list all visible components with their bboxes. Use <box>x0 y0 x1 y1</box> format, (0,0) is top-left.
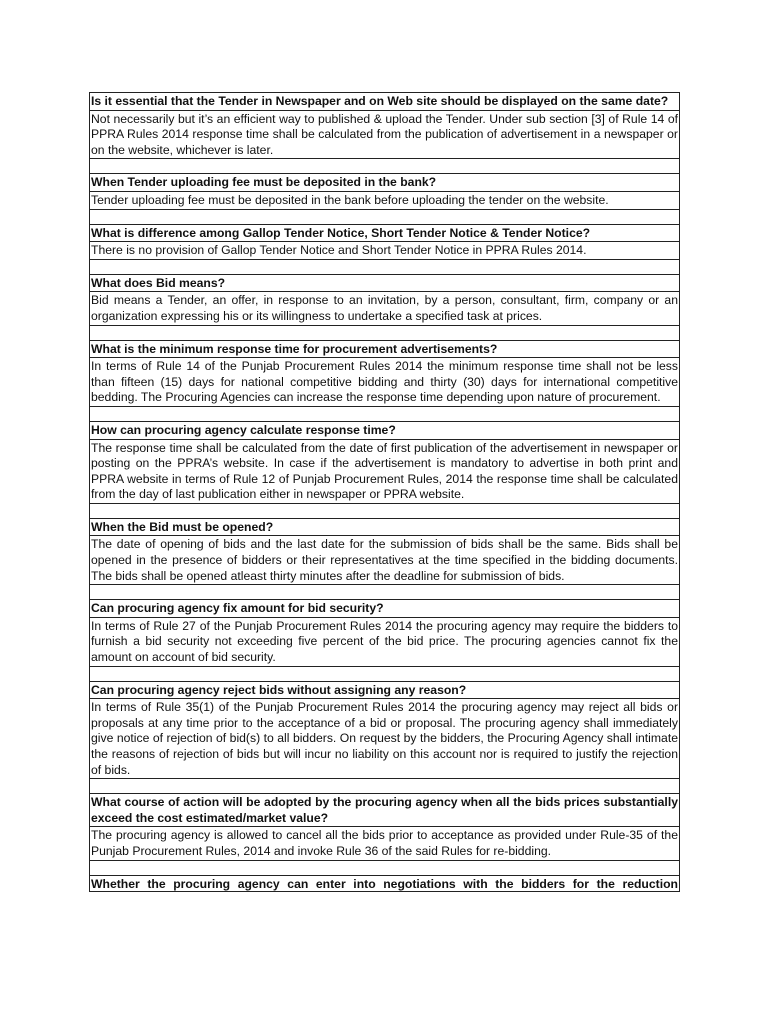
faq-question: What does Bid means? <box>90 275 679 293</box>
faq-table <box>89 92 680 892</box>
faq-answer: Tender uploading fee must be deposited in the bank before uploading the tender on the website. <box>90 192 679 210</box>
faq-answer: Bid means a Tender, an offer, in response to an invitation, by a person, consultant, firm, company or an organization expressing his or its willingness to undertake a specified task at prices. <box>90 292 679 325</box>
faq-question: What is the minimum response time for procurement advertisements? <box>90 341 679 359</box>
faq-spacer <box>90 667 679 682</box>
faq-spacer <box>90 407 679 422</box>
faq-question: What is difference among Gallop Tender Notice, Short Tender Notice & Tender Notice? <box>90 225 679 243</box>
faq-answer: The response time shall be calculated from the date of first publication of the advertisement in newspaper or posting on the PPRA’s website. In case if the advertisement is mandatory to advertise in both print and PPRA website in terms of Rule 12 of Punjab Procurement Rules, 2014 the response time shall be calculated from the day of last publication either in newspaper or PPRA website. <box>90 440 679 504</box>
faq-answer: In terms of Rule 35(1) of the Punjab Procurement Rules 2014 the procuring agency may reject all bids or proposals at any time prior to the acceptance of a bid or proposal. The procuring agency shall immediately give notice of rejection of bid(s) to all bidders. On request by the bidders, the Procuring Agency shall intimate the reasons of rejection of bids but will incur no liability on this account nor is required to justify the rejection of bids. <box>90 699 679 779</box>
faq-spacer <box>90 779 679 794</box>
faq-question: Can procuring agency reject bids without assigning any reason? <box>90 682 679 700</box>
faq-answer: The procuring agency is allowed to cancel all the bids prior to acceptance as provided under Rule-35 of the Punjab Procurement Rules, 2014 and invoke Rule 36 of the said Rules for re-bidding. <box>90 827 679 860</box>
faq-spacer <box>90 210 679 225</box>
faq-answer: In terms of Rule 27 of the Punjab Procurement Rules 2014 the procuring agency may require the bidders to furnish a bid security not exceeding five percent of the bid price. The procuring agencies cannot fix the amount on account of bid security. <box>90 618 679 667</box>
faq-question: How can procuring agency calculate response time? <box>90 422 679 440</box>
faq-question: Can procuring agency fix amount for bid security? <box>90 600 679 618</box>
faq-question-truncated: Whether the procuring agency can enter into negotiations with the bidders for the reduction <box>91 876 678 891</box>
faq-answer: Not necessarily but it’s an efficient way to published & upload the Tender. Under sub section [3] of Rule 14 of PPRA Rules 2014 response time shall be calculated from the publication of advertisement in a newspaper or on the website, whichever is later. <box>90 111 679 160</box>
faq-spacer <box>90 260 679 275</box>
faq-spacer <box>90 159 679 174</box>
faq-spacer <box>90 326 679 341</box>
faq-question: When the Bid must be opened? <box>90 519 679 537</box>
faq-spacer <box>90 504 679 519</box>
faq-spacer <box>90 585 679 600</box>
faq-spacer <box>90 861 679 876</box>
faq-question: When Tender uploading fee must be deposited in the bank? <box>90 174 679 192</box>
faq-answer: In terms of Rule 14 of the Punjab Procurement Rules 2014 the minimum response time shall not be less than fifteen (15) days for national competitive bidding and thirty (30) days for international competitive bedding. The Procuring Agencies can increase the response time depending upon nature of procurement. <box>90 358 679 407</box>
faq-answer: There is no provision of Gallop Tender Notice and Short Tender Notice in PPRA Rules 2014. <box>90 242 679 260</box>
faq-answer: The date of opening of bids and the last date for the submission of bids shall be the same. Bids shall be opened in the presence of bidders or their representatives at the time specified in the bidding documents. The bids shall be opened atleast thirty minutes after the deadline for submission of bids. <box>90 536 679 585</box>
faq-question: Is it essential that the Tender in Newspaper and on Web site should be displayed on the same date? <box>90 93 679 111</box>
faq-question: What course of action will be adopted by the procuring agency when all the bids prices substantially exceed the cost estimated/market value? <box>90 794 679 827</box>
